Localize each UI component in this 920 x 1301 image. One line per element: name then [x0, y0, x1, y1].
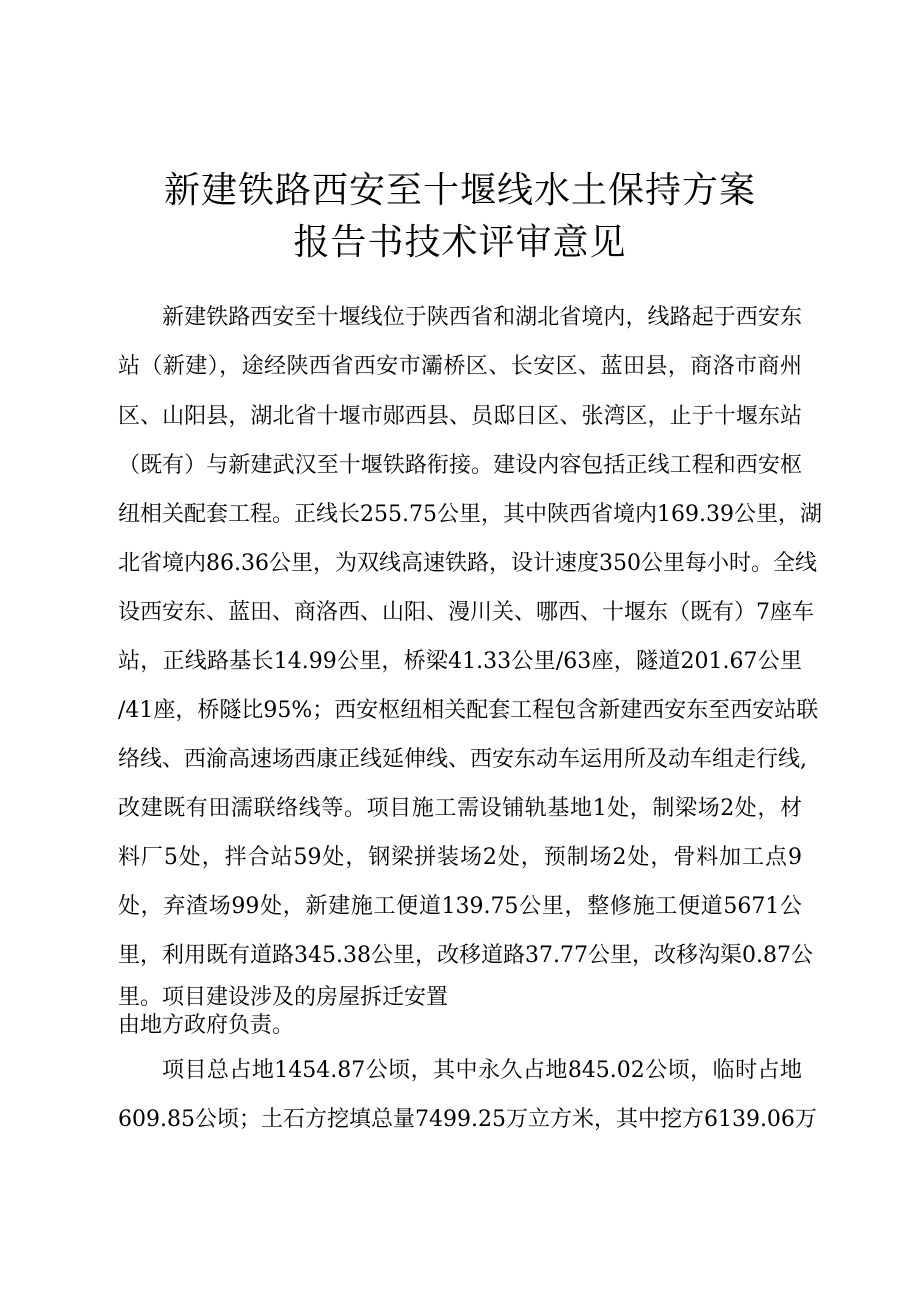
paragraph-line: 新建铁路西安至十堰线位于陕西省和湖北省境内，线路起于西安东 [162, 305, 802, 330]
paragraph-line: 改建既有田濡联络线等。项目施工需设铺轨基地1处，制梁场2处，材 [118, 796, 802, 821]
paragraph-line: 络线、西渝高速场西康正线延伸线、西安东动车运用所及动车组走行线, [118, 747, 807, 772]
paragraph-line: 区、山阳县，湖北省十堰市郧西县、员邸日区、张湾区，止于十堰东站 [118, 404, 802, 429]
paragraph-line: 609.85公顷；土石方挖填总量7499.25万立方米，其中挖方6139.06万 [118, 1107, 817, 1132]
paragraph-line: 纽相关配套工程。正线长255.75公里，其中陕西省境内169.39公里，湖 [118, 502, 822, 527]
paragraph-line: 项目总占地1454.87公顷，其中永久占地845.02公顷，临时占地 [162, 1058, 802, 1083]
paragraph-line: 料厂5处，拌合站59处，钢梁拼装场2处，预制场2处，骨料加工点9 [118, 845, 802, 870]
paragraph-line: 处，弃渣场99处，新建施工便道139.75公里，整修施工便道5671公 [118, 894, 802, 919]
paragraph-line: /41座，桥隧比95%；西安枢纽相关配套工程包含新建西安东至西安站联 [118, 698, 819, 723]
paragraph-line: 里，利用既有道路345.38公里，改移道路37.77公里，改移沟渠0.87公 [118, 943, 813, 968]
paragraph-line: 北省境内86.36公里，为双线高速铁路，设计速度350公里每小时。全线 [118, 551, 817, 576]
paragraph-line: （既有）与新建武汉至十堰铁路衔接。建设内容包括正线工程和西安枢 [118, 453, 802, 478]
paragraph-line: 里。项目建设涉及的房屋拆迁安置 [118, 985, 449, 1010]
paragraph-line: 设西安东、蓝田、商洛西、山阳、漫川关、哪西、十堰东（既有）7座车 [118, 600, 814, 625]
document-title-line-2: 报告书技术评审意见 [293, 222, 627, 263]
document-title-line-1: 新建铁路西安至十堰线水土保持方案 [163, 170, 756, 211]
paragraph-line: 由地方政府负责。 [118, 1013, 295, 1038]
paragraph-line: 站（新建），途经陕西省西安市灞桥区、长安区、蓝田县，商洛市商州 [118, 354, 802, 379]
paragraph-line: 站，正线路基长14.99公里，桥梁41.33公里/63座，隧道201.67公里 [118, 649, 802, 674]
